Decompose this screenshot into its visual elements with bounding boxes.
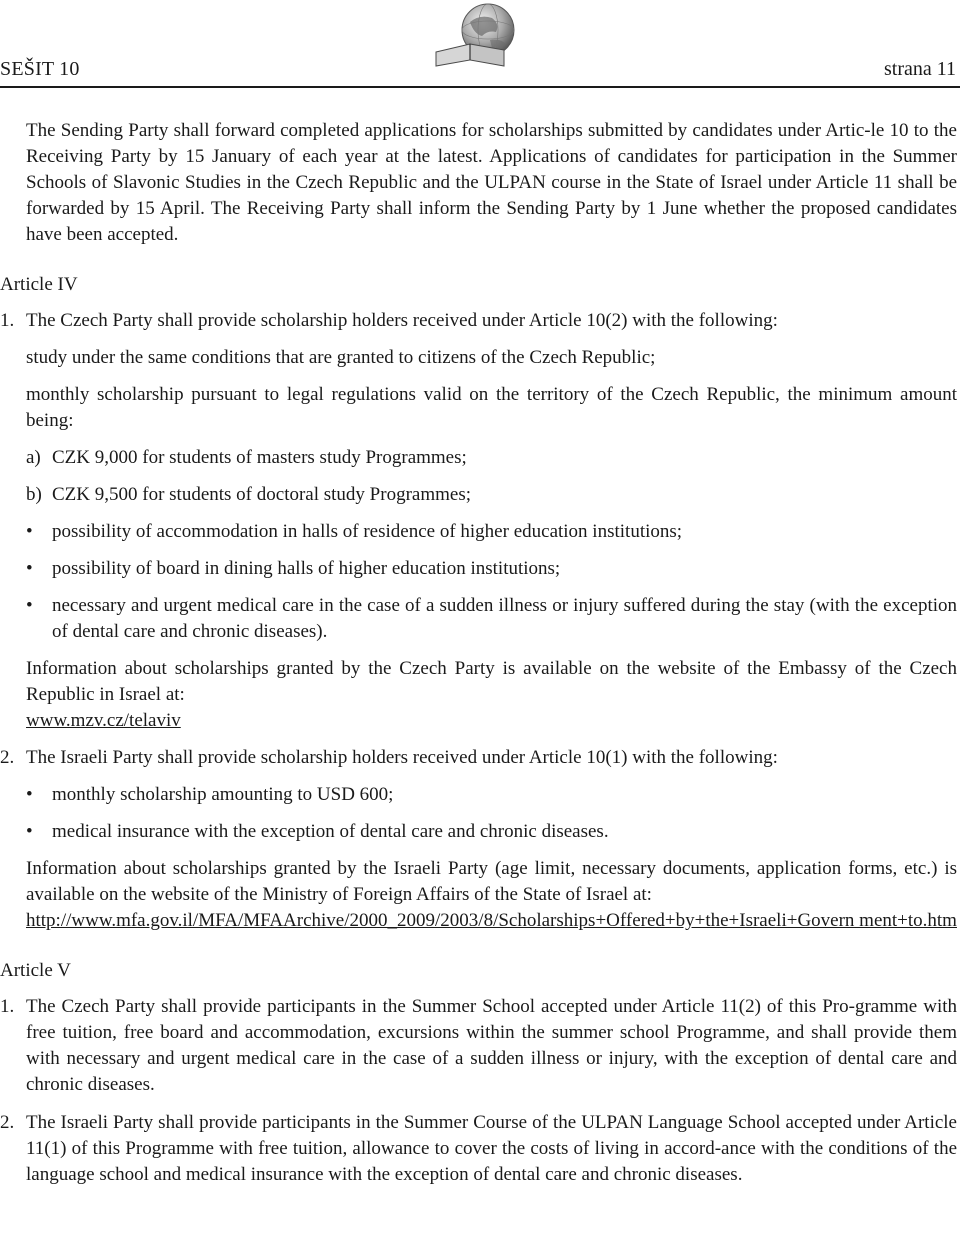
document-body: [0, 118, 957, 1188]
clause-text: The Israeli Party shall provide participants in the Summer Course of the ULPAN Language School accepted under Article 11(1) of this Programme with free tuition, allowance to cover the costs of living in accord-ance with the conditions of the language school and medical insurance with the exception of dental care and chronic diseases.: [26, 1112, 957, 1185]
journal-title: SEŠIT 10: [0, 58, 80, 80]
article-v-clause-2: [0, 1110, 957, 1188]
embassy-link[interactable]: www.mzv.cz/telaviv: [26, 710, 181, 731]
list-text: possibility of accommodation in halls of residence of higher education institutions;: [52, 521, 683, 542]
article-v-heading: Article V: [0, 960, 71, 981]
clause-number: 2.: [0, 1112, 15, 1133]
israeli-info-paragraph: Information about scholarships granted by the Israeli Party (age limit, necessary documents, application forms, etc.) is available on the website of the Ministry of Foreign Affairs of the State of Israel at:: [26, 858, 957, 905]
article-iv-heading: Article IV: [0, 274, 78, 295]
clause-text: The Czech Party shall provide participants in the Summer School accepted under Article 11(2) of this Pro-gramme with free tuition, free board and accommodation, excursions within the summer school Programme, and shall provide them with necessary and urgent medical care in the case of a sudden illness or injury, with the exception of dental care and chronic diseases.: [26, 996, 957, 1095]
list-item: [0, 556, 957, 582]
list-text: necessary and urgent medical care in the case of a sudden illness or injury suffered during the stay (with the exception of dental care and chronic diseases).: [52, 595, 957, 642]
list-text: medical insurance with the exception of dental care and chronic diseases.: [52, 821, 609, 842]
globe-book-icon: [430, 0, 526, 70]
page-number: strana 11: [883, 58, 956, 80]
mfa-link[interactable]: http://www.mfa.gov.il/MFA/MFAArchive/2000_2009/2003/8/Scholarships+Offered+by+the+Israeli+Govern ment+to.htm: [26, 910, 957, 931]
page-header: [0, 0, 960, 86]
intro-paragraph: The Sending Party shall forward completed applications for scholarships submitted by candidates under Artic-le 10 to the Receiving Party by 15 January of each year at the latest. Applications of candidates for participation in the Summer Schools of Slavonic Studies in the Czech Republic and the ULPAN course in the State of Israel under Article 11 shall be forwarded by 15 April. The Receiving Party shall inform the Sending Party by 1 June whether the proposed candidates have been accepted.: [26, 120, 957, 245]
list-item-b: [0, 482, 957, 508]
clause-text: The Israeli Party shall provide scholarship holders received under Article 10(1) with the following:: [26, 747, 778, 768]
article-iv-clause-1: [0, 308, 957, 334]
monthly-scholarship: monthly scholarship pursuant to legal regulations valid on the territory of the Czech Republic, the minimum amount being:: [26, 384, 957, 431]
clause-number: 1.: [0, 996, 15, 1017]
list-item: [0, 519, 957, 545]
bullet-icon: •: [26, 595, 33, 616]
list-text: CZK 9,500 for students of doctoral study Programmes;: [52, 484, 472, 505]
article-v-clause-1: [0, 994, 957, 1098]
bullet-icon: •: [26, 784, 33, 805]
list-item: [0, 593, 957, 645]
bullet-icon: •: [26, 521, 33, 542]
list-text: CZK 9,000 for students of masters study Programmes;: [52, 447, 467, 468]
header-divider: [0, 86, 960, 88]
list-item: [0, 782, 957, 808]
list-text: monthly scholarship amounting to USD 600;: [52, 784, 394, 805]
article-iv-clause-2: [0, 745, 957, 771]
list-item-a: [0, 445, 957, 471]
bullet-icon: •: [26, 558, 33, 579]
list-text: possibility of board in dining halls of higher education institutions;: [52, 558, 561, 579]
study-condition: study under the same conditions that are granted to citizens of the Czech Republic;: [26, 347, 656, 368]
list-item: [0, 819, 957, 845]
czech-info-paragraph: Information about scholarships granted by the Czech Party is available on the website of the Embassy of the Czech Republic in Israel at:: [26, 658, 957, 705]
bullet-icon: •: [26, 821, 33, 842]
clause-text: The Czech Party shall provide scholarship holders received under Article 10(2) with the following:: [26, 310, 778, 331]
list-label: b): [26, 484, 42, 505]
list-label: a): [26, 447, 41, 468]
clause-number: 2.: [0, 747, 15, 768]
clause-number: 1.: [0, 310, 15, 331]
